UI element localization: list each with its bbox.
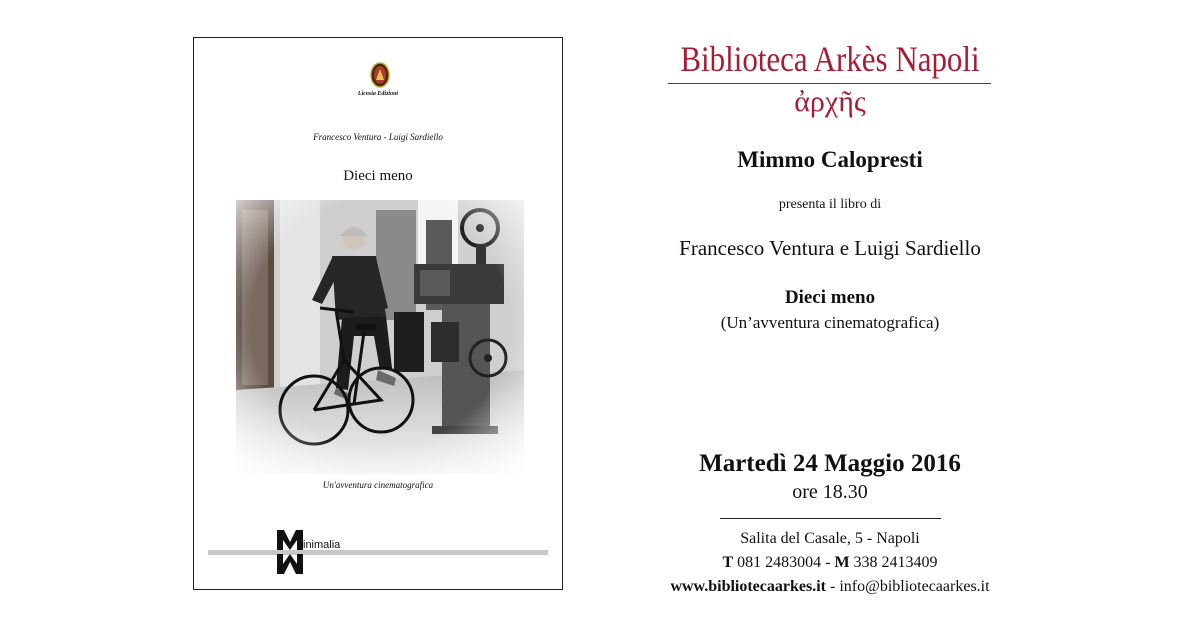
- phone-number[interactable]: 081 2483004 -: [733, 554, 835, 571]
- library-name: Biblioteca Arkès Napoli: [680, 39, 980, 79]
- cover-title: Dieci meno: [343, 168, 413, 184]
- imprint-name: inimalia: [303, 539, 341, 551]
- separator: -: [825, 578, 840, 595]
- cover-photo: [236, 200, 524, 474]
- presents-text: presenta il libro di: [778, 197, 882, 212]
- phone-line: [630, 554, 1030, 572]
- publisher-emblem-icon: [370, 62, 390, 88]
- header-divider: [668, 83, 991, 84]
- email-link[interactable]: info@bibliotecaarkes.it: [839, 578, 990, 595]
- mobile-number[interactable]: 338 2413409: [849, 554, 938, 571]
- mobile-label: M: [834, 554, 850, 571]
- web-line: [580, 578, 1080, 596]
- book-subtitle: (Un’avventura cinematografica): [720, 313, 940, 332]
- contact-divider: [720, 518, 941, 519]
- minimalia-logo-icon: [276, 528, 304, 576]
- phone-label: T: [722, 554, 734, 571]
- event-date: Martedì 24 Maggio 2016: [699, 450, 961, 477]
- man-on-bicycle-photo: [236, 200, 524, 474]
- cover-subtitle: Un'avventura cinematografica: [322, 480, 434, 490]
- book-authors: Francesco Ventura e Luigi Sardiello: [679, 236, 981, 260]
- presenter-name: Mimmo Calopresti: [737, 147, 923, 172]
- address: Salita del Casale, 5 - Napoli: [740, 530, 920, 547]
- cover-gray-bar: [208, 550, 548, 555]
- publisher-name: Licosia Edizioni: [357, 91, 399, 97]
- website-link[interactable]: www.bibliotecaarkes.it: [670, 578, 826, 595]
- event-time: ore 18.30: [792, 481, 868, 503]
- cover-authors: Francesco Ventura - Luigi Sardiello: [313, 132, 443, 142]
- book-cover: [193, 37, 563, 590]
- book-title: Dieci meno: [784, 287, 876, 308]
- library-greek-motto: ἀρχῆς: [794, 85, 866, 118]
